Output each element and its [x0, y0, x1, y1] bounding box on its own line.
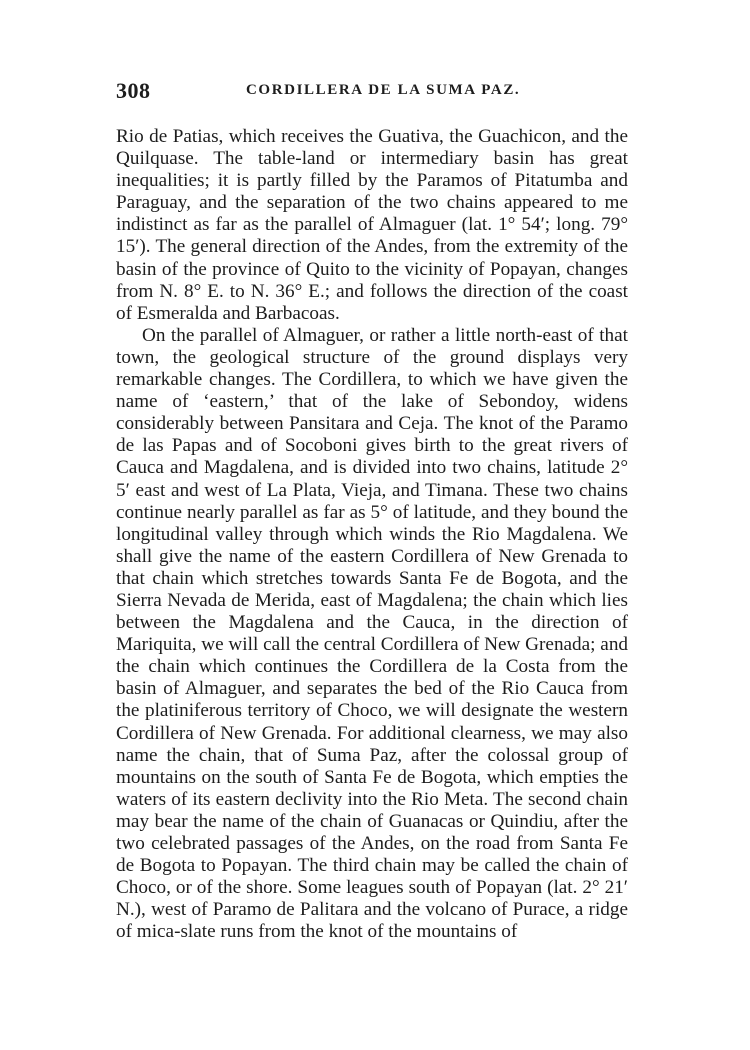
- page-number: 308: [116, 78, 151, 103]
- paragraph-1: Rio de Patias, which receives the Guativa, the Guachicon, and the Quilquase. The table-land or intermediary basin has great inequalities; it is partly filled by the Paramos of Pitatumba and Paraguay, and the separation of the two chains appeared to me indistinct as far as the parallel of Almaguer (lat. 1° 54′; long. 79° 15′). The general direction of the Andes, from the extremity of the basin of the province of Quito to the vicinity of Popayan, changes from N. 8° E. to N. 36° E.; and follows the direction of the coast of Esmeralda and Barbacoas.: [116, 126, 628, 324]
- running-title: CORDILLERA DE LA SUMA PAZ.: [246, 82, 521, 98]
- running-header: [116, 78, 628, 112]
- body-text: [116, 126, 628, 943]
- paragraph-2: On the parallel of Almaguer, or rather a little north-east of that town, the geological structure of the ground displays very remarkable changes. The Cordillera, to which we have given the name of ‘eastern,’ that of the lake of Sebondoy, widens considerably between Pansitara and Ceja. The knot of the Paramo de las Papas and of Socoboni gives birth to the great rivers of Cauca and Magdalena, and is divided into two chains, latitude 2° 5′ east and west of La Plata, Vieja, and Timana. These two chains continue nearly parallel as far as 5° of latitude, and they bound the longitudinal valley through which winds the Rio Magdalena. We shall give the name of the eastern Cordillera of New Grenada to that chain which stretches towards Santa Fe de Bogota, and the Sierra Nevada de Merida, east of Magdalena; the chain which lies between the Magdalena and the Cauca, in the direction of Mariquita, we will call the central Cordillera of New Grenada; and the chain which continues the Cordillera de la Costa from the basin of Almaguer, and separates the bed of the Rio Cauca from the platiniferous territory of Choco, we will designate the western Cordillera of New Grenada. For additional clearness, we may also name the chain, that of Suma Paz, after the colossal group of mountains on the south of Santa Fe de Bogota, which empties the waters of its eastern declivity into the Rio Meta. The second chain may bear the name of the chain of Guanacas or Quindiu, after the two celebrated passages of the Andes, on the road from Santa Fe de Bogota to Popayan. The third chain may be called the chain of Choco, or of the shore. Some leagues south of Popayan (lat. 2° 21′ N.), west of Paramo de Palitara and the volcano of Purace, a ridge of mica-slate runs from the knot of the mountains of: [116, 324, 629, 943]
- book-page: [116, 78, 628, 978]
